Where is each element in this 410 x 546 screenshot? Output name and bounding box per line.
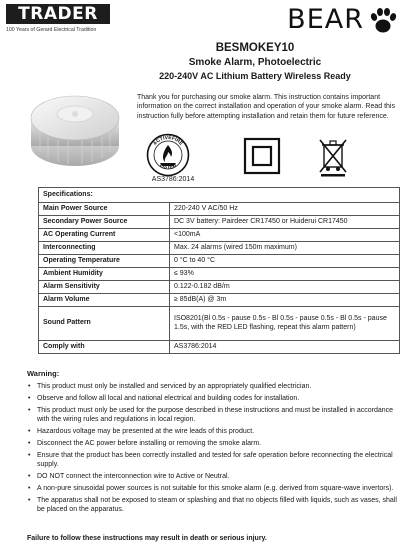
table-row xyxy=(39,268,400,281)
spec-value: DC 3V battery: Pairdeer CR17450 or Huiderui CR17450 xyxy=(170,216,400,229)
spec-label: Operating Temperature xyxy=(39,255,170,268)
warnings-list xyxy=(27,382,400,514)
power-description: 220-240V AC Lithium Battery Wireless Ready xyxy=(159,71,351,81)
list-item: • DO NOT connect the interconnection wire to Active or Neutral. xyxy=(27,472,400,481)
spec-value: Max. 24 alarms (wired 150m maximum) xyxy=(170,242,400,255)
list-item: • A non-pure sinusoidal power sources is not suitable for this smoke alarm (e.g. derived from square-wave invertors). xyxy=(27,484,400,493)
specifications-heading-row xyxy=(39,188,400,203)
list-item: • Hazardous voltage may be presented at the wire leads of this product. xyxy=(27,427,400,436)
spec-value: ≥ 85dB(A) @ 3m xyxy=(170,294,400,307)
specifications-heading: Specifications: xyxy=(39,188,400,203)
spec-label: Sound Pattern xyxy=(39,307,170,341)
spec-label: Alarm Volume xyxy=(39,294,170,307)
spec-label: Interconnecting xyxy=(39,242,170,255)
spec-value: ≤ 93% xyxy=(170,268,400,281)
spec-value: ISO8201(Bl 0.5s - pause 0.5s - Bl 0.5s - pause 0.5s - Bl 0.5s - pause 1.5s, with the RED LED flashing, repeat this alarm pattern) xyxy=(170,307,400,341)
trader-tagline: 100 Years of Gerard Electrical Tradition xyxy=(6,27,97,33)
table-row xyxy=(39,203,400,216)
spec-label: Main Power Source xyxy=(39,203,170,216)
list-item: • This product must only be installed and serviced by an appropriately qualified electrician. xyxy=(27,382,400,391)
page-header xyxy=(0,0,410,42)
double-insulation-icon xyxy=(243,137,281,175)
spec-label: AC Operating Current xyxy=(39,229,170,242)
list-item: • Disconnect the AC power before installing or removing the smoke alarm. xyxy=(27,439,400,448)
table-row xyxy=(39,294,400,307)
activefire-listed-icon xyxy=(146,133,190,177)
spec-value: 0.122-0.182 dB/m xyxy=(170,281,400,294)
table-row xyxy=(39,242,400,255)
crossed-bin-icon xyxy=(318,137,348,177)
warnings-title: Warning: xyxy=(27,369,60,378)
trader-logo-wordmark: TRADER xyxy=(6,4,110,24)
table-row xyxy=(39,216,400,229)
title-block xyxy=(110,40,400,83)
warnings-section xyxy=(27,369,400,517)
product-type: Smoke Alarm, Photoelectric xyxy=(188,57,322,68)
standard-label: AS3786:2014 xyxy=(151,176,195,183)
spec-label: Comply with xyxy=(39,341,170,354)
list-item: • Ensure that the product has been correctly installed and tested for safe operation before reconnecting the electrical supply. xyxy=(27,451,400,470)
intro-paragraph: Thank you for purchasing our smoke alarm. This instruction contains important information on the correct installation and operation of your smoke alarm. Read this instruction fully before attempting installation and retain them for future reference. xyxy=(137,94,395,120)
table-row xyxy=(39,229,400,242)
specifications-table xyxy=(38,187,400,354)
model-number: BESMOKEY10 xyxy=(215,42,295,54)
list-item: • This product must only be used for the purpose described in these instructions and must be installed in accordance with the wiring rules and regulations in local region. xyxy=(27,406,400,425)
spec-value: AS3786:2014 xyxy=(170,341,400,354)
table-row xyxy=(39,281,400,294)
bear-logo xyxy=(276,3,404,37)
spec-value: 220-240 V AC/50 Hz xyxy=(170,203,400,216)
table-row xyxy=(39,307,400,341)
list-item: • Observe and follow all local and national electrical and building codes for installation. xyxy=(27,394,400,403)
smoke-alarm-image xyxy=(28,84,123,179)
bear-logo-wordmark: BEAR xyxy=(287,4,364,35)
spec-label: Alarm Sensitivity xyxy=(39,281,170,294)
table-row xyxy=(39,341,400,354)
trader-logo xyxy=(6,4,110,38)
spec-label: Ambient Humidity xyxy=(39,268,170,281)
activefire-text-top: ACTIVEFIRE xyxy=(152,134,184,147)
spec-value: <100mA xyxy=(170,229,400,242)
table-row xyxy=(39,255,400,268)
list-item: • The apparatus shall not be exposed to steam or splashing and that no objects filled with liquids, such as vases, shall be placed on the apparatus. xyxy=(27,496,400,515)
spec-value: 0 °C to 40 °C xyxy=(170,255,400,268)
paw-print-icon xyxy=(368,6,398,36)
spec-label: Secondary Power Source xyxy=(39,216,170,229)
activefire-text-bottom: LISTED xyxy=(158,162,178,171)
final-warning-note: Failure to follow these instructions may result in death or serious injury. xyxy=(27,535,267,542)
